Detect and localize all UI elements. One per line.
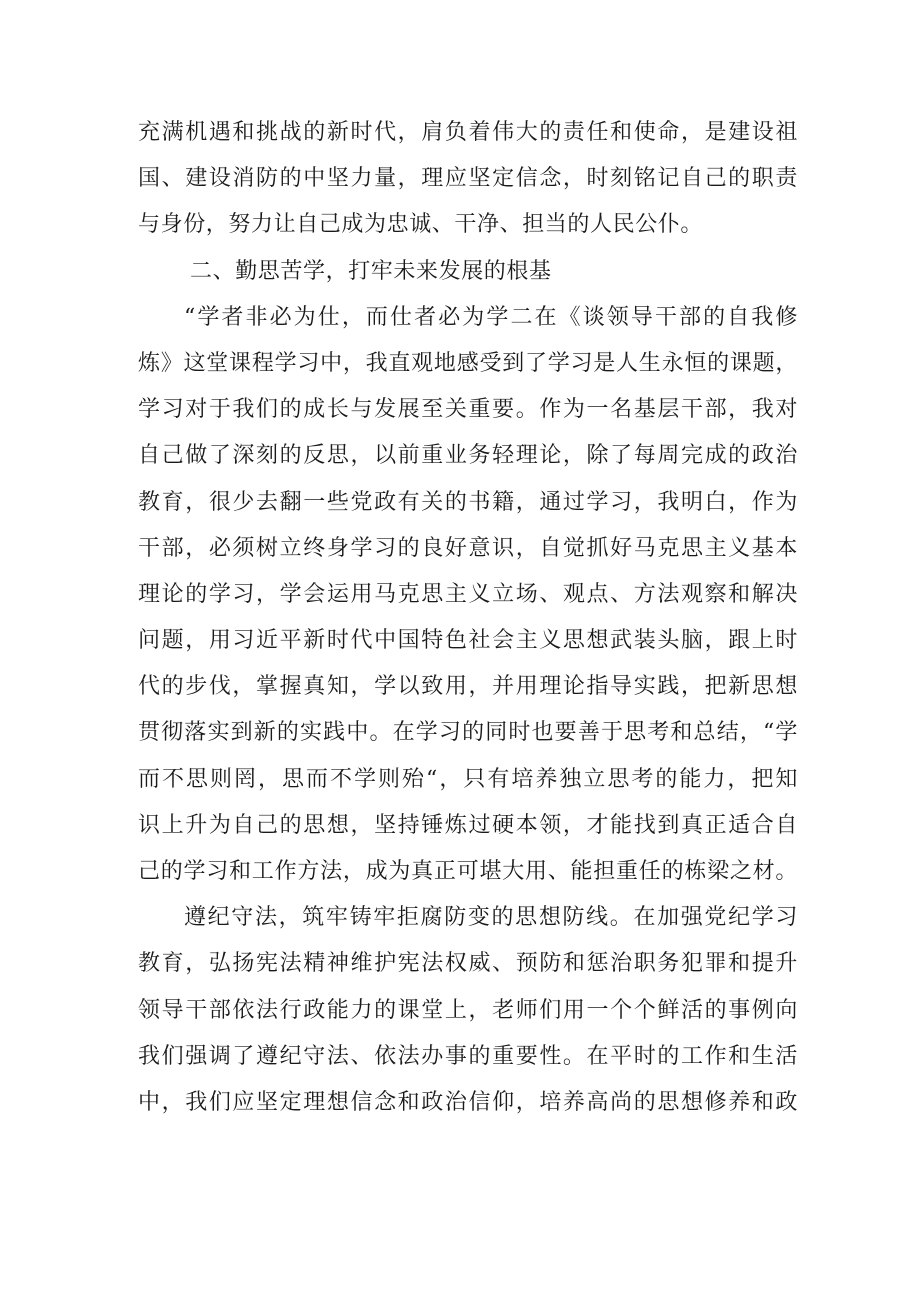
paragraph-line: 国、建设消防的中坚力量，理应坚定信念，时刻铭记自己的职责 <box>138 166 798 192</box>
paragraph-line: 干部，必须树立终身学习的良好意识，自觉抓好马克思主义基本 <box>138 535 798 561</box>
paragraph-line: 而不思则罔，思而不学则殆“，只有培养独立思考的能力，把知 <box>138 766 798 792</box>
paragraph-line: 与身份，努力让自己成为忠诚、干净、担当的人民公仆。 <box>138 212 704 238</box>
paragraph-2 <box>138 295 798 895</box>
paragraph-line: 教育，很少去翻一些党政有关的书籍，通过学习，我明白，作为 <box>138 489 798 515</box>
paragraph-line: 己的学习和工作方法，成为真正可堪大用、能担重任的栋梁之材。 <box>138 859 798 884</box>
paragraph-line: 问题，用习近平新时代中国特色社会主义思想武装头脑，跟上时 <box>138 628 798 654</box>
paragraph-line: 教育，弘扬宪法精神维护宪法权威、预防和惩治职务犯罪和提升 <box>138 951 798 977</box>
paragraph-line: 识上升为自己的思想，坚持锤炼过硬本领，才能找到真正适合自 <box>138 812 798 838</box>
paragraph-line: 中，我们应坚定理想信念和政治信仰，培养高尚的思想修养和政 <box>138 1089 798 1115</box>
paragraph-1 <box>138 110 798 249</box>
paragraph-line: 领导干部依法行政能力的课堂上，老师们用一个个鲜活的事例向 <box>138 997 798 1023</box>
paragraph-line: 我们强调了遵纪守法、依法办事的重要性。在平时的工作和生活 <box>138 1043 798 1069</box>
paragraph-line: 贯彻落实到新的实践中。在学习的同时也要善于思考和总结，“学 <box>138 720 798 746</box>
paragraph-line: 学习对于我们的成长与发展至关重要。作为一名基层干部，我对 <box>138 397 798 423</box>
paragraph-line: “学者非必为仕，而仕者必为学二在《谈领导干部的自我修 <box>184 304 798 330</box>
paragraph-3 <box>138 895 798 1126</box>
paragraph-line: 炼》这堂课程学习中，我直观地感受到了学习是人生永恒的课题， <box>138 350 798 376</box>
section-heading: 二、勤思苦学，打牢未来发展的根基 <box>190 258 552 284</box>
paragraph-line: 充满机遇和挑战的新时代，肩负着伟大的责任和使命，是建设祖 <box>138 120 798 145</box>
document-body <box>138 110 798 1126</box>
paragraph-line: 代的步伐，掌握真知，学以致用，并用理论指导实践，把新思想 <box>138 674 798 700</box>
paragraph-line: 自己做了深刻的反思，以前重业务轻理论，除了每周完成的政治 <box>138 443 798 469</box>
paragraph-line: 理论的学习，学会运用马克思主义立场、观点、方法观察和解决 <box>138 581 798 607</box>
paragraph-line: 遵纪守法，筑牢铸牢拒腐防变的思想防线。在加强党纪学习 <box>184 905 798 931</box>
